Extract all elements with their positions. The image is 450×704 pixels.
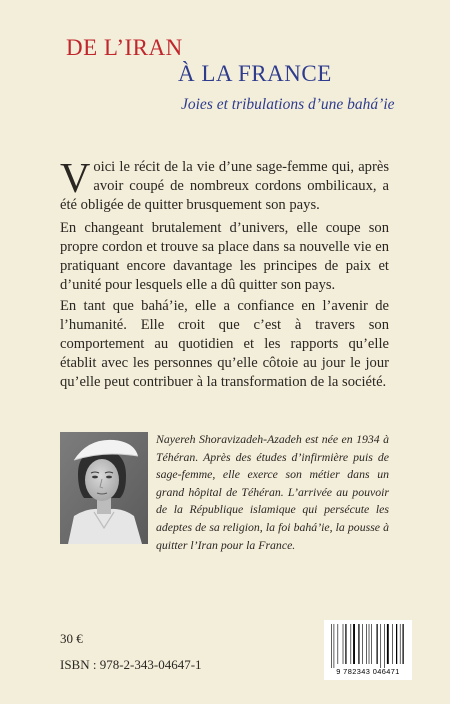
drop-cap: V xyxy=(60,156,91,202)
barcode-bar xyxy=(343,624,344,664)
barcode-bar xyxy=(362,624,363,664)
isbn: ISBN : 978-2-343-04647-1 xyxy=(60,657,202,672)
barcode-bar xyxy=(358,624,359,664)
title-line-1: DE L’IRAN xyxy=(66,35,183,60)
barcode-bar xyxy=(371,624,372,664)
barcode-bar xyxy=(403,624,404,664)
barcode-bar xyxy=(387,624,389,664)
author-bio: Nayereh Shoravizadeh-Azadeh est née en 1934 à Téhéran. Après des études d’infirmière puis de sage-femme, elle exerce son métier dans un grand hôpital de Téhéran. L’arrivée au pouvoir de la République islamique qui persécute les adeptes de sa religion, la foi bahá’ie, la pousse à quitter l’Iran pour la France. xyxy=(156,432,389,552)
barcode-number: 9 782343 046471 xyxy=(336,667,400,676)
subtitle: Joies et tribulations d’une bahá’ie xyxy=(181,96,395,113)
author-photo xyxy=(60,432,148,544)
barcode-bar xyxy=(392,624,393,664)
barcode-bar xyxy=(334,624,335,668)
barcode-bar xyxy=(353,624,355,664)
paragraph-1 xyxy=(60,158,389,215)
paragraph-1-text: oici le récit de la vie d’une sage-femme qui, après avoir coupé de nombreux cordons ombilicaux, a été obligée de quitter brusquement son pays. xyxy=(60,159,389,213)
price: 30 € xyxy=(60,631,83,646)
barcode-bar xyxy=(338,624,339,664)
paragraph-3: En tant que bahá’ie, elle a confiance en l’avenir de l’humanité. Elle croit que c’est à travers son comportement au quotidien et les rapports qu’elle établit avec les personnes qu’elle côtoie au jour le jour qu’elle peut contribuer à la transformation de la société. xyxy=(60,298,389,390)
barcode-bar xyxy=(351,624,352,664)
barcode xyxy=(324,620,412,680)
barcode-bar xyxy=(377,624,378,664)
barcode-bar xyxy=(380,624,381,668)
barcode-bar xyxy=(384,624,385,668)
barcode-bar xyxy=(369,624,370,664)
title-line-2: À LA FRANCE xyxy=(178,61,332,86)
barcode-bar xyxy=(345,624,346,664)
barcode-bar xyxy=(331,624,332,668)
barcode-bar xyxy=(366,624,367,664)
barcode-bar xyxy=(396,624,397,664)
barcode-bar xyxy=(400,624,401,664)
barcode-bars xyxy=(330,624,406,668)
paragraph-2: En changeant brutalement d’univers, elle coupe son propre cordon et trouve sa place dans sa nouvelle vie en pratiquant encore davantage les principes de paix et d’unité pour lesquels elle a dû quitter son pays. xyxy=(60,220,389,293)
nurse-portrait-image xyxy=(60,432,148,544)
